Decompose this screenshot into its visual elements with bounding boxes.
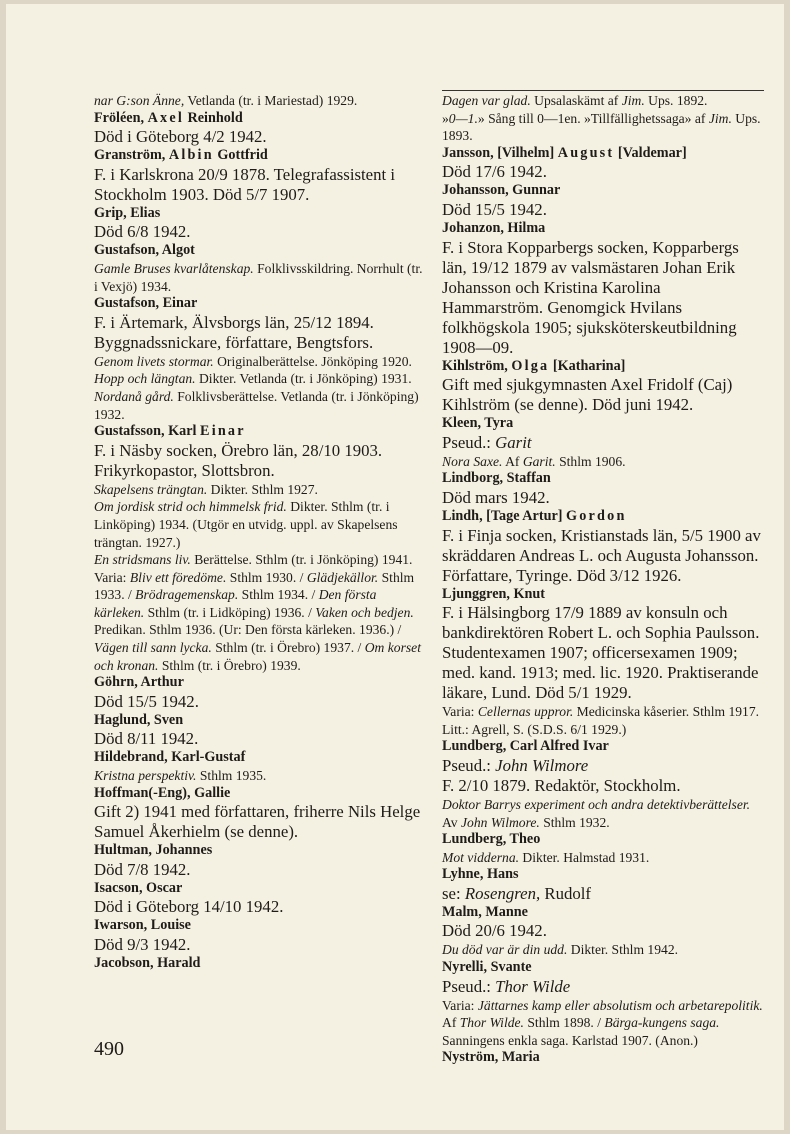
right-large-entry	[442, 375, 764, 415]
text-run: Sanningens enkla saga. Karlstad 1907. (Anon.)	[442, 1032, 698, 1048]
text-run: Sthlm 1932.	[539, 814, 610, 830]
text-run: Medicinska kåserier. Sthlm 1917.	[573, 704, 760, 720]
text-run: F. i Hälsingborg 17/9 1889 av konsuln och bankdirektören Robert L. och Sophia Paulsson. Studentexamen 1907; officersexamen 1909; med. kand. 1913; med. lic. 1920. Praktiserande läkare, Lund. Död 5/1 1929.	[442, 603, 760, 703]
left-name-entry	[94, 295, 424, 313]
italic-title: Vaken och bedjen.	[315, 604, 414, 620]
italic-title: Nordanå gård.	[94, 388, 174, 404]
left-name-entry	[94, 674, 424, 692]
text-run: Ljunggren, Knut	[442, 585, 546, 602]
left-small-entry	[94, 498, 424, 551]
left-large-entry	[94, 222, 424, 242]
left-large-entry	[94, 441, 424, 481]
text-run: »	[442, 110, 449, 126]
left-small-entry	[94, 92, 424, 110]
text-run: F. i Ärtemark, Älvsborgs län, 25/12 1894. Byggnadssnickare, författare, Bengtsfors.	[94, 312, 374, 352]
left-large-entry	[94, 802, 424, 842]
right-small-entry	[442, 92, 764, 110]
text-run: Iwarson, Louise	[94, 917, 191, 934]
right-small-entry	[442, 721, 764, 739]
italic-title: Skapelsens trängtan.	[94, 481, 208, 497]
right-name-entry	[442, 415, 764, 433]
text-run: Jansson, [Vilhelm]	[442, 144, 558, 161]
text-run: F. 2/10 1879. Redaktör, Stockholm.	[442, 775, 681, 795]
right-name-entry	[442, 470, 764, 488]
text-run: Dikter. Sthlm 1927.	[207, 481, 318, 497]
right-name-entry	[442, 866, 764, 884]
text-run: Pseud.:	[442, 976, 496, 996]
text-run: Folklivsskildring. Norrhult (tr. i Vexjö) 1934.	[94, 260, 423, 294]
left-name-entry	[94, 955, 424, 973]
right-large-entry	[442, 162, 764, 182]
left-small-entry	[94, 767, 424, 785]
left-small-entry	[94, 551, 424, 569]
text-run: Johansson, Gunnar	[442, 182, 561, 199]
text-run: F. i Finja socken, Kristianstads län, 5/5 1900 av skräddaren Andreas L. och Augusta Johansson. Författare, Tyringe. Död 3/12 1926.	[442, 525, 761, 585]
text-run: Sthlm 1935.	[196, 768, 267, 784]
left-name-entry	[94, 147, 424, 165]
text-run: se:	[442, 883, 465, 903]
italic-title: Bliv ett föredöme.	[129, 569, 227, 585]
left-name-entry	[94, 749, 424, 767]
text-run: Död 6/8 1942.	[94, 222, 191, 242]
text-run: Pseud.:	[442, 432, 496, 452]
right-large-entry	[442, 200, 764, 220]
right-name-entry	[442, 1049, 764, 1067]
right-name-entry	[442, 738, 764, 756]
left-column	[94, 92, 424, 973]
right-large-entry	[442, 884, 764, 904]
italic-title: John Wilmore.	[461, 814, 540, 830]
text-run: Gustafson, Einar	[94, 295, 198, 312]
text-run: Grip, Elias	[94, 204, 161, 221]
text-run: Af	[442, 1015, 460, 1031]
page-number: 490	[94, 1038, 124, 1060]
right-small-entry	[442, 849, 764, 867]
spaced-given-name: Einar	[200, 423, 246, 440]
left-small-entry	[94, 569, 424, 675]
italic-title: Doktor Barrys experiment och andra detektivberättelser.	[442, 796, 751, 812]
spaced-given-name: August	[557, 144, 615, 161]
italic-title: Bärga-kungens saga.	[604, 1015, 720, 1031]
left-name-entry	[94, 423, 424, 441]
left-large-entry	[94, 165, 424, 205]
text-run: Död 7/8 1942.	[94, 859, 191, 879]
text-run: Lindh, [Tage Artur]	[442, 507, 567, 524]
left-small-entry	[94, 353, 424, 371]
left-large-entry	[94, 935, 424, 955]
italic-title: Mot vidderna.	[442, 849, 520, 865]
text-run: Lindborg, Staffan	[442, 470, 551, 487]
text-run: Sthlm 1934. /	[238, 587, 319, 603]
text-run: Död i Göteborg 14/10 1942.	[94, 897, 284, 917]
italic-title: Garit	[495, 432, 532, 452]
italic-title: Thor Wilde	[495, 976, 571, 996]
right-large-entry	[442, 603, 764, 703]
text-run: F. i Stora Kopparbergs socken, Kopparbergs län, 19/12 1879 av valsmästaren Johan Erik Johansson och Kristina Karolina Hammarström. Genomgick Hvilans folkhögskola 1905; sjuksköterskeutbildning 1908—09.	[442, 237, 739, 357]
text-run: Gottfrid	[213, 147, 268, 164]
text-run: Lundberg, Carl Alfred Ivar	[442, 738, 609, 755]
left-small-entry	[94, 260, 424, 295]
text-run: Ups. 1892.	[644, 93, 708, 108]
text-run: Död 9/3 1942.	[94, 935, 191, 954]
text-run: Kihlström,	[442, 357, 512, 374]
right-large-entry	[442, 433, 764, 453]
right-small-entry	[442, 941, 764, 959]
right-small-entry	[442, 796, 764, 831]
text-run: Fröléen,	[94, 109, 148, 126]
right-name-entry	[442, 904, 764, 922]
text-run: Gustafsson, Karl	[94, 423, 201, 440]
left-small-entry	[94, 370, 424, 388]
text-run: Död mars 1942.	[442, 487, 550, 507]
text-run: Lundberg, Theo	[442, 831, 541, 848]
italic-title: Du död var är din udd.	[442, 942, 568, 958]
text-run: Af	[502, 453, 523, 469]
column-top-rule	[442, 90, 764, 91]
right-name-entry	[442, 508, 764, 526]
text-run: Göhrn, Arthur	[94, 674, 184, 691]
text-run: Berättelse. Sthlm (tr. i Jönköping) 1941.	[190, 552, 413, 568]
italic-title: Jim.	[621, 93, 645, 108]
left-name-entry	[94, 917, 424, 935]
right-small-entry	[442, 703, 764, 721]
text-run: Ups. 1893.	[442, 110, 761, 144]
text-run: Granström,	[94, 147, 169, 164]
text-run: Död i Göteborg 4/2 1942.	[94, 127, 267, 147]
left-large-entry	[94, 860, 424, 880]
text-run: Vetlanda (tr. i Mariestad) 1929.	[184, 93, 358, 108]
text-run: Haglund, Sven	[94, 711, 184, 728]
text-run: Dikter. Sthlm (tr. i Linköping) 1934. (Utgör en utvidg. uppl. av Skapelsens trängtan. 1927.)	[94, 499, 398, 550]
text-run: Dikter. Halmstad 1931.	[519, 849, 650, 865]
left-small-entry	[94, 481, 424, 499]
left-large-entry	[94, 729, 424, 749]
text-run: Nyrelli, Svante	[442, 959, 532, 976]
left-name-entry	[94, 880, 424, 898]
text-run: Död 15/5 1942.	[442, 199, 547, 219]
right-large-entry	[442, 921, 764, 941]
text-run: F. i Karlskrona 20/9 1878. Telegrafassistent i Stockholm 1903. Död 5/7 1907.	[94, 164, 396, 204]
text-run: Gift 2) 1941 med författaren, friherre Nils Helge Samuel Åkerhielm (se denne).	[94, 802, 421, 842]
right-name-entry	[442, 586, 764, 604]
text-run: Upsalaskämt af	[530, 93, 622, 108]
italic-title: Vägen till sann lycka.	[94, 640, 212, 656]
right-large-entry	[442, 488, 764, 508]
italic-title: Om korset och kronan.	[94, 640, 421, 673]
text-run: Sthlm 1933. /	[94, 569, 415, 603]
text-run: Originalberättelse. Jönköping 1920.	[213, 353, 412, 369]
italic-title: Dagen var glad.	[442, 93, 531, 108]
text-run: Rudolf	[540, 883, 591, 903]
italic-title: Genom livets stormar.	[94, 353, 214, 369]
text-run: Sthlm 1898. /	[523, 1015, 605, 1031]
text-run: » Sång till 0—1en. »Tillfällighetssaga» af	[477, 110, 709, 126]
italic-title: Brödragemenskap.	[135, 587, 239, 603]
left-large-entry	[94, 897, 424, 917]
page	[6, 4, 784, 1130]
text-run: Pseud.:	[442, 755, 496, 775]
text-run: Hoffman(-Eng), Gallie	[94, 784, 231, 801]
italic-title: Hopp och längtan.	[94, 371, 196, 387]
text-run: Död 20/6 1942.	[442, 921, 547, 941]
right-large-entry	[442, 977, 764, 997]
left-large-entry	[94, 692, 424, 712]
italic-title: Jim.	[708, 110, 732, 126]
text-run: Folklivsberättelse. Vetlanda (tr. i Jönköping) 1932.	[94, 388, 419, 422]
left-name-entry	[94, 785, 424, 803]
text-run: Hildebrand, Karl-Gustaf	[94, 749, 246, 766]
text-run: Dikter. Vetlanda (tr. i Jönköping) 1931.	[195, 371, 412, 387]
right-name-entry	[442, 145, 764, 163]
text-run: Gift med sjukgymnasten Axel Fridolf (Caj) Kihlström (se denne). Död juni 1942.	[442, 375, 733, 415]
text-run: Varia:	[442, 997, 478, 1013]
text-run: Hultman, Johannes	[94, 842, 213, 859]
text-run: Litt.: Agrell, S. (S.D.S. 6/1 1929.)	[442, 721, 627, 737]
left-large-entry	[94, 313, 424, 353]
right-large-entry	[442, 526, 764, 586]
text-run: Sthlm (tr. i Örebro) 1939.	[158, 657, 301, 673]
text-run: Sthlm 1906.	[555, 453, 626, 469]
text-run: Lyhne, Hans	[442, 866, 519, 883]
right-name-entry	[442, 220, 764, 238]
spaced-given-name: Olga	[511, 357, 550, 374]
italic-title: nar G:son Änne,	[94, 93, 185, 108]
left-name-entry	[94, 842, 424, 860]
text-run: Sthlm 1930. /	[226, 569, 307, 585]
text-run: Reinhold	[183, 109, 243, 126]
spaced-given-name: Albin	[168, 147, 214, 164]
right-large-entry	[442, 238, 764, 358]
right-small-entry	[442, 110, 764, 145]
text-run: Varia:	[442, 704, 478, 720]
spaced-given-name: Axel	[147, 109, 184, 126]
text-run: Dikter. Sthlm 1942.	[567, 942, 679, 958]
text-run: Gustafson, Algot	[94, 242, 195, 259]
left-name-entry	[94, 205, 424, 223]
italic-title: Rosengren,	[464, 883, 541, 903]
right-large-entry	[442, 756, 764, 776]
italic-title: Jättarnes kamp eller absolutism och arbetarepolitik.	[477, 997, 763, 1013]
left-name-entry	[94, 242, 424, 260]
text-run: Johanzon, Hilma	[442, 219, 546, 236]
italic-title: Garit.	[522, 453, 556, 469]
text-run: [Katharina]	[549, 357, 626, 374]
text-run: Död 8/11 1942.	[94, 729, 199, 749]
italic-title: Thor Wilde.	[459, 1015, 524, 1031]
italic-title: Om jordisk strid och himmelsk frid.	[94, 499, 287, 515]
italic-title: 0—1.	[448, 110, 478, 126]
text-run: Nyström, Maria	[442, 1049, 540, 1066]
text-run: Jacobson, Harald	[94, 955, 201, 971]
text-run: Död 15/5 1942.	[94, 691, 199, 711]
right-large-entry	[442, 776, 764, 796]
right-small-entry	[442, 453, 764, 471]
left-large-entry	[94, 127, 424, 147]
text-run: Malm, Manne	[442, 903, 528, 920]
text-run: [Valdemar]	[614, 144, 687, 161]
right-name-entry	[442, 831, 764, 849]
right-column	[442, 92, 764, 1067]
italic-title: Kristna perspektiv.	[94, 768, 197, 784]
italic-title: Gamle Bruses kvarlåtenskap.	[94, 260, 254, 276]
text-run: Predikan. Sthlm 1936. (Ur: Den första kärleken. 1936.) /	[94, 622, 402, 638]
italic-title: Nora Saxe.	[442, 453, 503, 469]
left-name-entry	[94, 110, 424, 128]
italic-title: Glädjekällor.	[306, 569, 379, 585]
right-small-entry	[442, 997, 764, 1050]
italic-title: Den första kärleken.	[94, 587, 377, 620]
italic-title: Cellernas uppror.	[477, 704, 574, 720]
text-run: Sthlm (tr. i Lidköping) 1936. /	[144, 604, 316, 620]
right-name-entry	[442, 358, 764, 376]
text-run: Död 17/6 1942.	[442, 162, 547, 182]
text-run: Isacson, Oscar	[94, 879, 183, 896]
italic-title: John Wilmore	[495, 755, 589, 775]
spaced-given-name: Gordon	[566, 507, 627, 524]
text-run: Av	[442, 814, 462, 830]
text-run: Sthlm (tr. i Örebro) 1937. /	[211, 640, 365, 656]
text-run: Varia:	[94, 569, 130, 585]
right-name-entry	[442, 182, 764, 200]
text-run: Kleen, Tyra	[442, 415, 514, 432]
text-run: F. i Näsby socken, Örebro län, 28/10 1903. Frikyrkopastor, Slottsbron.	[94, 440, 383, 480]
right-name-entry	[442, 959, 764, 977]
italic-title: En stridsmans liv.	[94, 552, 191, 568]
left-small-entry	[94, 388, 424, 423]
left-name-entry	[94, 712, 424, 730]
